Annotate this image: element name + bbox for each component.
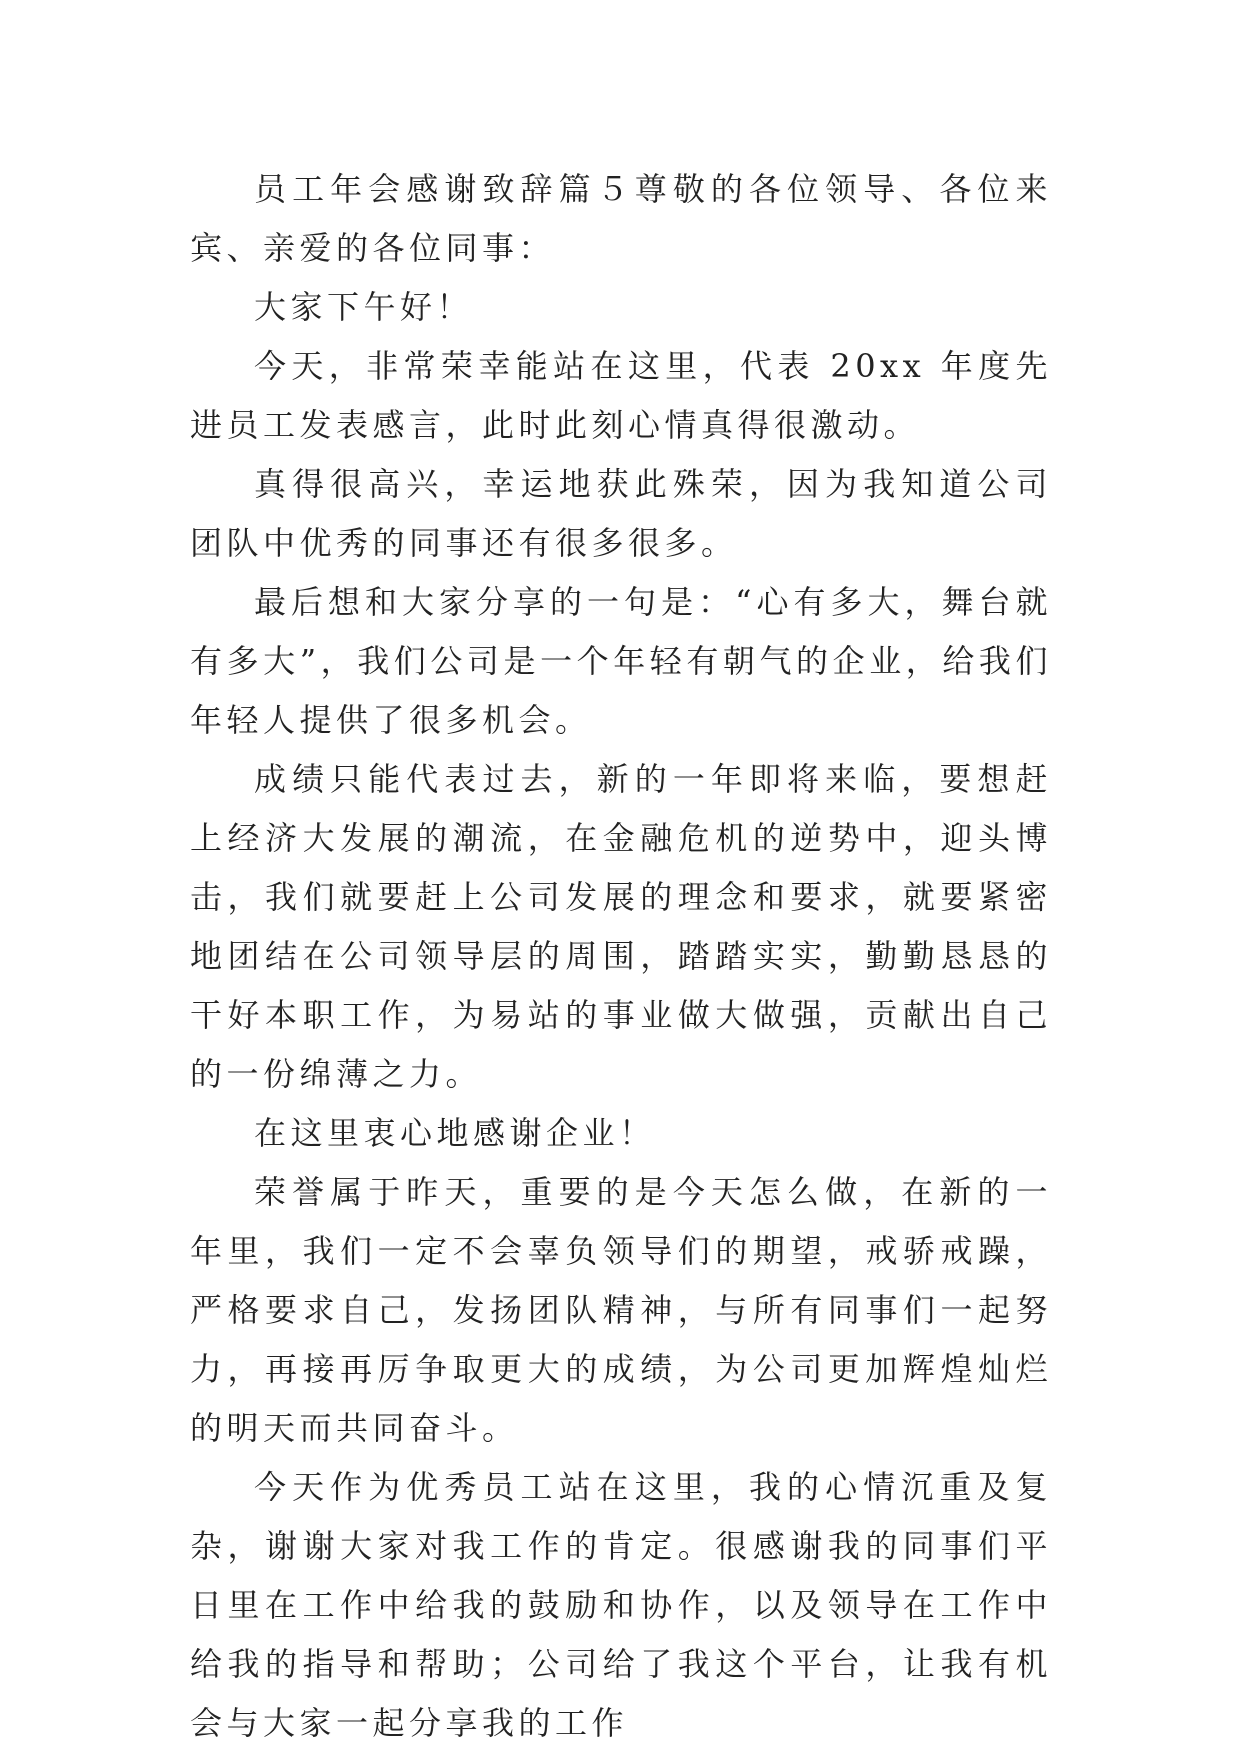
paragraph-share: 最后想和大家分享的一句是：“心有多大，舞台就有多大”，我们公司是一个年轻有朝气的企业，给我们年轻人提供了很多机会。 [190,583,1052,739]
paragraph-happy: 真得很高兴，幸运地获此殊荣，因为我知道公司团队中优秀的同事还有很多很多。 [190,465,1052,562]
paragraph-thanks-company: 在这里衷心地感谢企业！ [254,1114,656,1152]
paragraph-honor-yesterday: 荣誉属于昨天，重要的是今天怎么做，在新的一年里，我们一定不会辜负领导们的期望，戒骄戒躁，严格要求自己，发扬团队精神，与所有同事们一起努力，再接再厉争取更大的成绩，为公司更加辉煌灿烂的明天而共同奋斗。 [190,1173,1052,1447]
paragraph-achievements: 成绩只能代表过去，新的一年即将来临，要想赶上经济大发展的潮流，在金融危机的逆势中，迎头博击，我们就要赶上公司发展的理念和要求，就要紧密地团结在公司领导层的周围，踏踏实实，勤勤恳恳的干好本职工作，为易站的事业做大做强，贡献出自己的一份绵薄之力。 [190,760,1052,1093]
paragraph-outstanding-employee: 今天作为优秀员工站在这里，我的心情沉重及复杂，谢谢大家对我工作的肯定。很感谢我的同事们平日里在工作中给我的鼓励和协作，以及领导在工作中给我的指导和帮助；公司给了我这个平台，让我有机会与大家一起分享我的工作 [190,1468,1052,1742]
paragraph-title-greeting: 员工年会感谢致辞篇５尊敬的各位领导、各位来宾、亲爱的各位同事： [190,170,1052,267]
paragraph-honor: 今天，非常荣幸能站在这里，代表 20xx 年度先进员工发表感言，此时此刻心情真得很激动。 [190,347,1052,444]
document-body [190,160,1052,1753]
paragraph-good-afternoon: 大家下午好！ [254,288,474,326]
